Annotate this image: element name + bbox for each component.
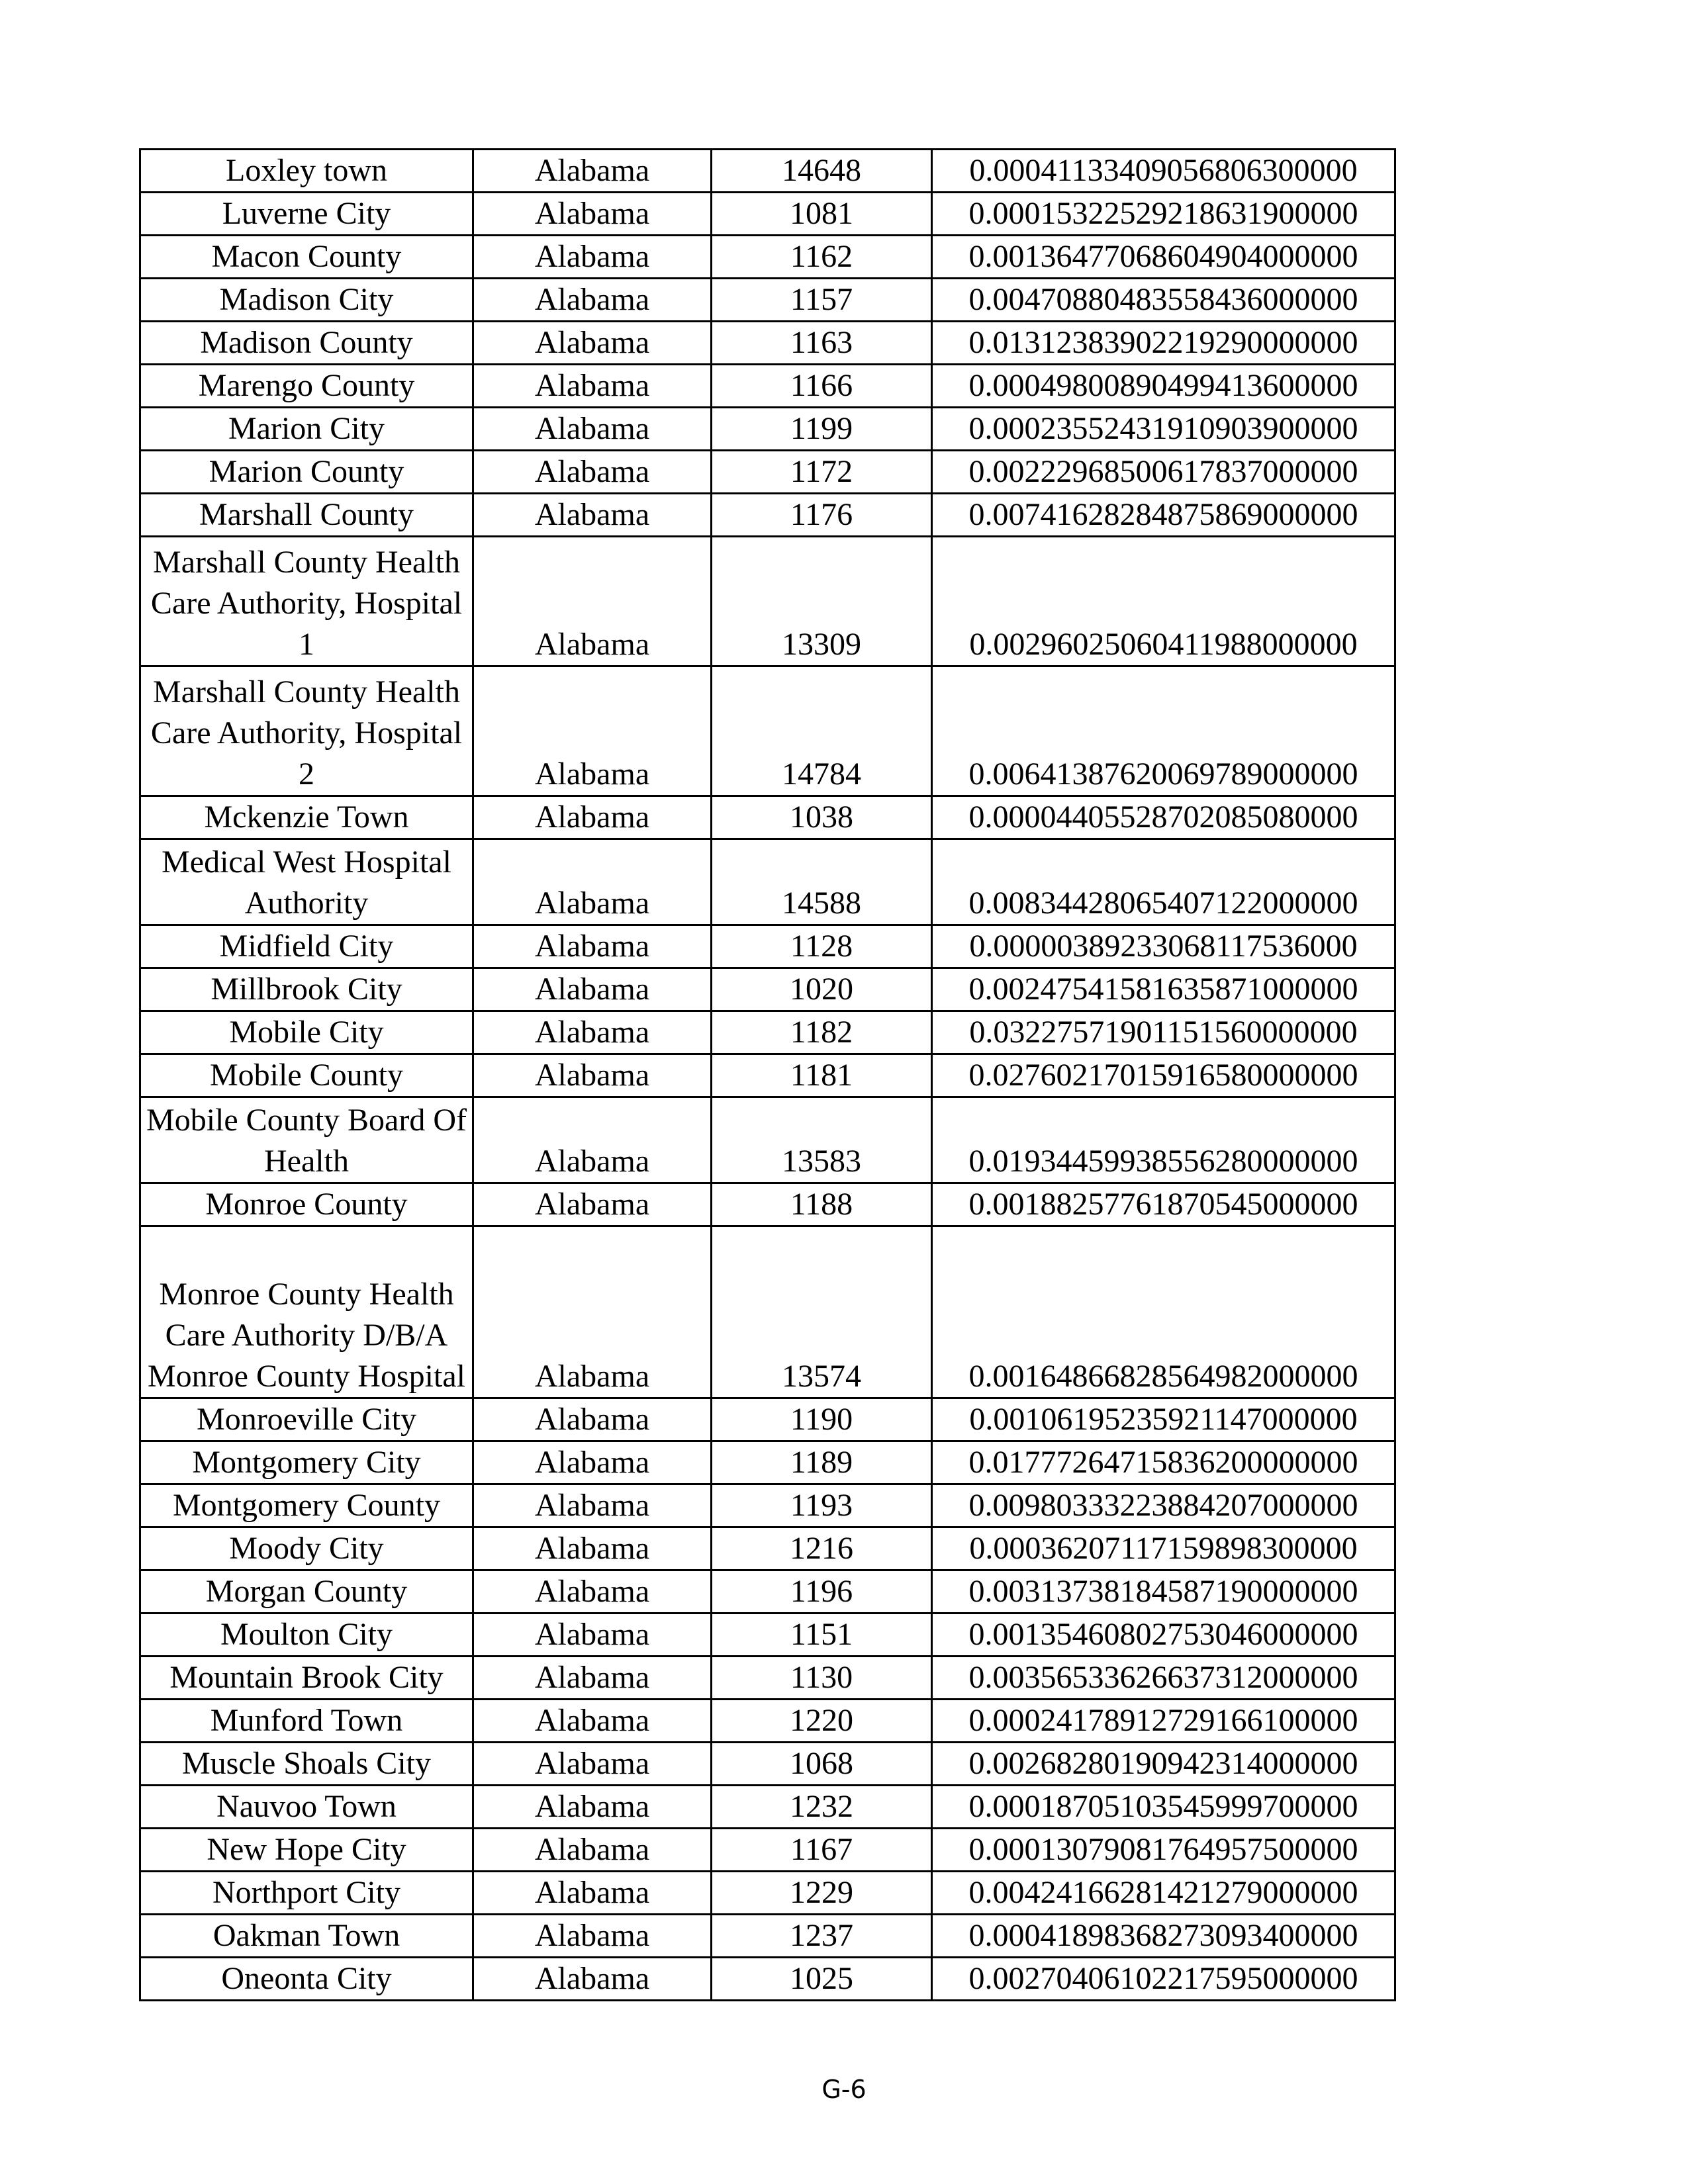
entity-name-cell: Montgomery City xyxy=(140,1441,473,1484)
state-cell: Alabama xyxy=(473,494,712,537)
state-cell: Alabama xyxy=(473,1183,712,1226)
entity-name-cell: Moody City xyxy=(140,1527,473,1570)
state-cell: Alabama xyxy=(473,1097,712,1183)
table-body xyxy=(140,150,1395,2001)
allocation-value-cell: 0.00356533626637312000000 xyxy=(932,1657,1395,1700)
state-cell: Alabama xyxy=(473,537,712,666)
table-row xyxy=(140,839,1395,925)
allocation-value-cell: 0.00106195235921147000000 xyxy=(932,1398,1395,1441)
state-cell: Alabama xyxy=(473,1011,712,1054)
state-cell: Alabama xyxy=(473,1700,712,1743)
entity-id-cell: 1166 xyxy=(712,365,932,408)
entity-name-cell: Medical West Hospital Authority xyxy=(140,839,473,925)
entity-name-cell: Mckenzie Town xyxy=(140,796,473,839)
state-cell: Alabama xyxy=(473,322,712,365)
entity-id-cell: 1232 xyxy=(712,1786,932,1829)
entity-id-cell: 1176 xyxy=(712,494,932,537)
allocation-value-cell: 0.00222968500617837000000 xyxy=(932,451,1395,494)
allocation-value-cell: 0.00470880483558436000000 xyxy=(932,279,1395,322)
table-row xyxy=(140,968,1395,1011)
allocation-value-cell: 0.00136477068604904000000 xyxy=(932,236,1395,279)
entity-name-cell: Marion City xyxy=(140,408,473,451)
entity-id-cell: 13309 xyxy=(712,537,932,666)
state-cell: Alabama xyxy=(473,1872,712,1915)
entity-id-cell: 1068 xyxy=(712,1743,932,1786)
table-row xyxy=(140,1527,1395,1570)
state-cell: Alabama xyxy=(473,925,712,968)
allocation-value-cell: 0.00296025060411988000000 xyxy=(932,537,1395,666)
table-row xyxy=(140,1398,1395,1441)
allocation-value-cell: 0.02760217015916580000000 xyxy=(932,1054,1395,1097)
allocation-value-cell: 0.03227571901151560000000 xyxy=(932,1011,1395,1054)
state-cell: Alabama xyxy=(473,1484,712,1527)
table-row xyxy=(140,236,1395,279)
state-cell: Alabama xyxy=(473,1743,712,1786)
entity-name-cell: Nauvoo Town xyxy=(140,1786,473,1829)
entity-name-cell: Oakman Town xyxy=(140,1915,473,1958)
state-cell: Alabama xyxy=(473,236,712,279)
entity-name-cell: Morgan County xyxy=(140,1570,473,1614)
table-row xyxy=(140,1614,1395,1657)
table-row xyxy=(140,1054,1395,1097)
entity-name-cell: Montgomery County xyxy=(140,1484,473,1527)
table-row xyxy=(140,1743,1395,1786)
entity-id-cell: 1172 xyxy=(712,451,932,494)
allocation-value-cell: 0.00023552431910903900000 xyxy=(932,408,1395,451)
entity-name-cell: Mountain Brook City xyxy=(140,1657,473,1700)
table-row xyxy=(140,1786,1395,1829)
table-row xyxy=(140,1570,1395,1614)
entity-id-cell: 1216 xyxy=(712,1527,932,1570)
entity-id-cell: 1237 xyxy=(712,1915,932,1958)
state-cell: Alabama xyxy=(473,1958,712,2001)
entity-id-cell: 13574 xyxy=(712,1226,932,1398)
table-row xyxy=(140,1700,1395,1743)
entity-id-cell: 1167 xyxy=(712,1829,932,1872)
allocation-value-cell: 0.01312383902219290000000 xyxy=(932,322,1395,365)
table-row xyxy=(140,796,1395,839)
allocation-value-cell: 0.01777264715836200000000 xyxy=(932,1441,1395,1484)
entity-id-cell: 1157 xyxy=(712,279,932,322)
table-row xyxy=(140,1915,1395,1958)
table-row xyxy=(140,1441,1395,1484)
entity-id-cell: 1163 xyxy=(712,322,932,365)
entity-name-cell: Macon County xyxy=(140,236,473,279)
entity-id-cell: 1182 xyxy=(712,1011,932,1054)
state-cell: Alabama xyxy=(473,1054,712,1097)
allocation-value-cell: 0.00041898368273093400000 xyxy=(932,1915,1395,1958)
entity-name-cell: Moulton City xyxy=(140,1614,473,1657)
table-row xyxy=(140,1657,1395,1700)
entity-name-cell: Madison County xyxy=(140,322,473,365)
state-cell: Alabama xyxy=(473,1829,712,1872)
entity-name-cell: Midfield City xyxy=(140,925,473,968)
state-cell: Alabama xyxy=(473,1657,712,1700)
entity-id-cell: 1151 xyxy=(712,1614,932,1657)
state-cell: Alabama xyxy=(473,365,712,408)
table-row xyxy=(140,537,1395,666)
table-row xyxy=(140,1829,1395,1872)
entity-name-cell: Luverne City xyxy=(140,193,473,236)
state-cell: Alabama xyxy=(473,193,712,236)
entity-name-cell: Marshall County Health Care Authority, Hospital 2 xyxy=(140,666,473,796)
page-number: G-6 xyxy=(821,2075,867,2104)
allocation-value-cell: 0.00268280190942314000000 xyxy=(932,1743,1395,1786)
entity-name-cell: Madison City xyxy=(140,279,473,322)
allocation-value-cell: 0.00834428065407122000000 xyxy=(932,839,1395,925)
state-cell: Alabama xyxy=(473,1527,712,1570)
table-row xyxy=(140,150,1395,193)
table-row xyxy=(140,1011,1395,1054)
allocation-value-cell: 0.00741628284875869000000 xyxy=(932,494,1395,537)
table-row xyxy=(140,1183,1395,1226)
allocation-value-cell: 0.00641387620069789000000 xyxy=(932,666,1395,796)
entity-name-cell: Munford Town xyxy=(140,1700,473,1743)
state-cell: Alabama xyxy=(473,1398,712,1441)
entity-name-cell: Oneonta City xyxy=(140,1958,473,2001)
entity-id-cell: 1196 xyxy=(712,1570,932,1614)
table-row xyxy=(140,1872,1395,1915)
entity-name-cell: Muscle Shoals City xyxy=(140,1743,473,1786)
entity-id-cell: 1190 xyxy=(712,1398,932,1441)
table-row xyxy=(140,494,1395,537)
allocation-value-cell: 0.00270406102217595000000 xyxy=(932,1958,1395,2001)
state-cell: Alabama xyxy=(473,408,712,451)
allocation-value-cell: 0.01934459938556280000000 xyxy=(932,1097,1395,1183)
state-cell: Alabama xyxy=(473,1570,712,1614)
table-row xyxy=(140,193,1395,236)
entity-name-cell: Marengo County xyxy=(140,365,473,408)
table-row xyxy=(140,451,1395,494)
entity-id-cell: 1220 xyxy=(712,1700,932,1743)
allocation-value-cell: 0.00049800890499413600000 xyxy=(932,365,1395,408)
entity-name-cell: Marion County xyxy=(140,451,473,494)
entity-name-cell: Northport City xyxy=(140,1872,473,1915)
state-cell: Alabama xyxy=(473,968,712,1011)
entity-id-cell: 1020 xyxy=(712,968,932,1011)
state-cell: Alabama xyxy=(473,666,712,796)
allocation-value-cell: 0.00024178912729166100000 xyxy=(932,1700,1395,1743)
allocation-value-cell: 0.00004405528702085080000 xyxy=(932,796,1395,839)
allocation-value-cell: 0.00013079081764957500000 xyxy=(932,1829,1395,1872)
allocation-value-cell: 0.00015322529218631900000 xyxy=(932,193,1395,236)
table-row xyxy=(140,1484,1395,1527)
entity-id-cell: 14588 xyxy=(712,839,932,925)
entity-id-cell: 1081 xyxy=(712,193,932,236)
entity-name-cell: Monroeville City xyxy=(140,1398,473,1441)
entity-name-cell: Mobile City xyxy=(140,1011,473,1054)
entity-id-cell: 1188 xyxy=(712,1183,932,1226)
state-cell: Alabama xyxy=(473,150,712,193)
table-row xyxy=(140,408,1395,451)
allocation-table xyxy=(139,148,1396,2001)
state-cell: Alabama xyxy=(473,279,712,322)
allocation-value-cell: 0.00036207117159898300000 xyxy=(932,1527,1395,1570)
entity-id-cell: 1181 xyxy=(712,1054,932,1097)
entity-id-cell: 14648 xyxy=(712,150,932,193)
entity-name-cell: New Hope City xyxy=(140,1829,473,1872)
allocation-value-cell: 0.00313738184587190000000 xyxy=(932,1570,1395,1614)
allocation-value-cell: 0.00980333223884207000000 xyxy=(932,1484,1395,1527)
entity-id-cell: 14784 xyxy=(712,666,932,796)
state-cell: Alabama xyxy=(473,1614,712,1657)
entity-id-cell: 1199 xyxy=(712,408,932,451)
entity-name-cell: Monroe County Health Care Authority D/B/A Monroe County Hospital xyxy=(140,1226,473,1398)
entity-id-cell: 1162 xyxy=(712,236,932,279)
entity-name-cell: Monroe County xyxy=(140,1183,473,1226)
entity-name-cell: Mobile County Board Of Health xyxy=(140,1097,473,1183)
entity-name-cell: Marshall County xyxy=(140,494,473,537)
allocation-value-cell: 0.00000389233068117536000 xyxy=(932,925,1395,968)
state-cell: Alabama xyxy=(473,1226,712,1398)
allocation-value-cell: 0.00424166281421279000000 xyxy=(932,1872,1395,1915)
allocation-value-cell: 0.00188257761870545000000 xyxy=(932,1183,1395,1226)
allocation-value-cell: 0.00164866828564982000000 xyxy=(932,1226,1395,1398)
entity-id-cell: 1130 xyxy=(712,1657,932,1700)
entity-id-cell: 1025 xyxy=(712,1958,932,2001)
allocation-value-cell: 0.00247541581635871000000 xyxy=(932,968,1395,1011)
state-cell: Alabama xyxy=(473,839,712,925)
state-cell: Alabama xyxy=(473,1441,712,1484)
table-row xyxy=(140,1226,1395,1398)
allocation-value-cell: 0.00135460802753046000000 xyxy=(932,1614,1395,1657)
allocation-value-cell: 0.00041133409056806300000 xyxy=(932,150,1395,193)
entity-id-cell: 1193 xyxy=(712,1484,932,1527)
state-cell: Alabama xyxy=(473,796,712,839)
entity-id-cell: 1189 xyxy=(712,1441,932,1484)
entity-name-cell: Marshall County Health Care Authority, Hospital 1 xyxy=(140,537,473,666)
entity-name-cell: Loxley town xyxy=(140,150,473,193)
table-row xyxy=(140,925,1395,968)
table-row xyxy=(140,279,1395,322)
state-cell: Alabama xyxy=(473,1786,712,1829)
entity-id-cell: 13583 xyxy=(712,1097,932,1183)
entity-id-cell: 1038 xyxy=(712,796,932,839)
entity-name-cell: Millbrook City xyxy=(140,968,473,1011)
table-row xyxy=(140,322,1395,365)
state-cell: Alabama xyxy=(473,1915,712,1958)
table-row xyxy=(140,666,1395,796)
table-row xyxy=(140,365,1395,408)
table-row xyxy=(140,1097,1395,1183)
table-row xyxy=(140,1958,1395,2001)
allocation-value-cell: 0.00018705103545999700000 xyxy=(932,1786,1395,1829)
entity-id-cell: 1128 xyxy=(712,925,932,968)
entity-name-cell: Mobile County xyxy=(140,1054,473,1097)
entity-id-cell: 1229 xyxy=(712,1872,932,1915)
state-cell: Alabama xyxy=(473,451,712,494)
